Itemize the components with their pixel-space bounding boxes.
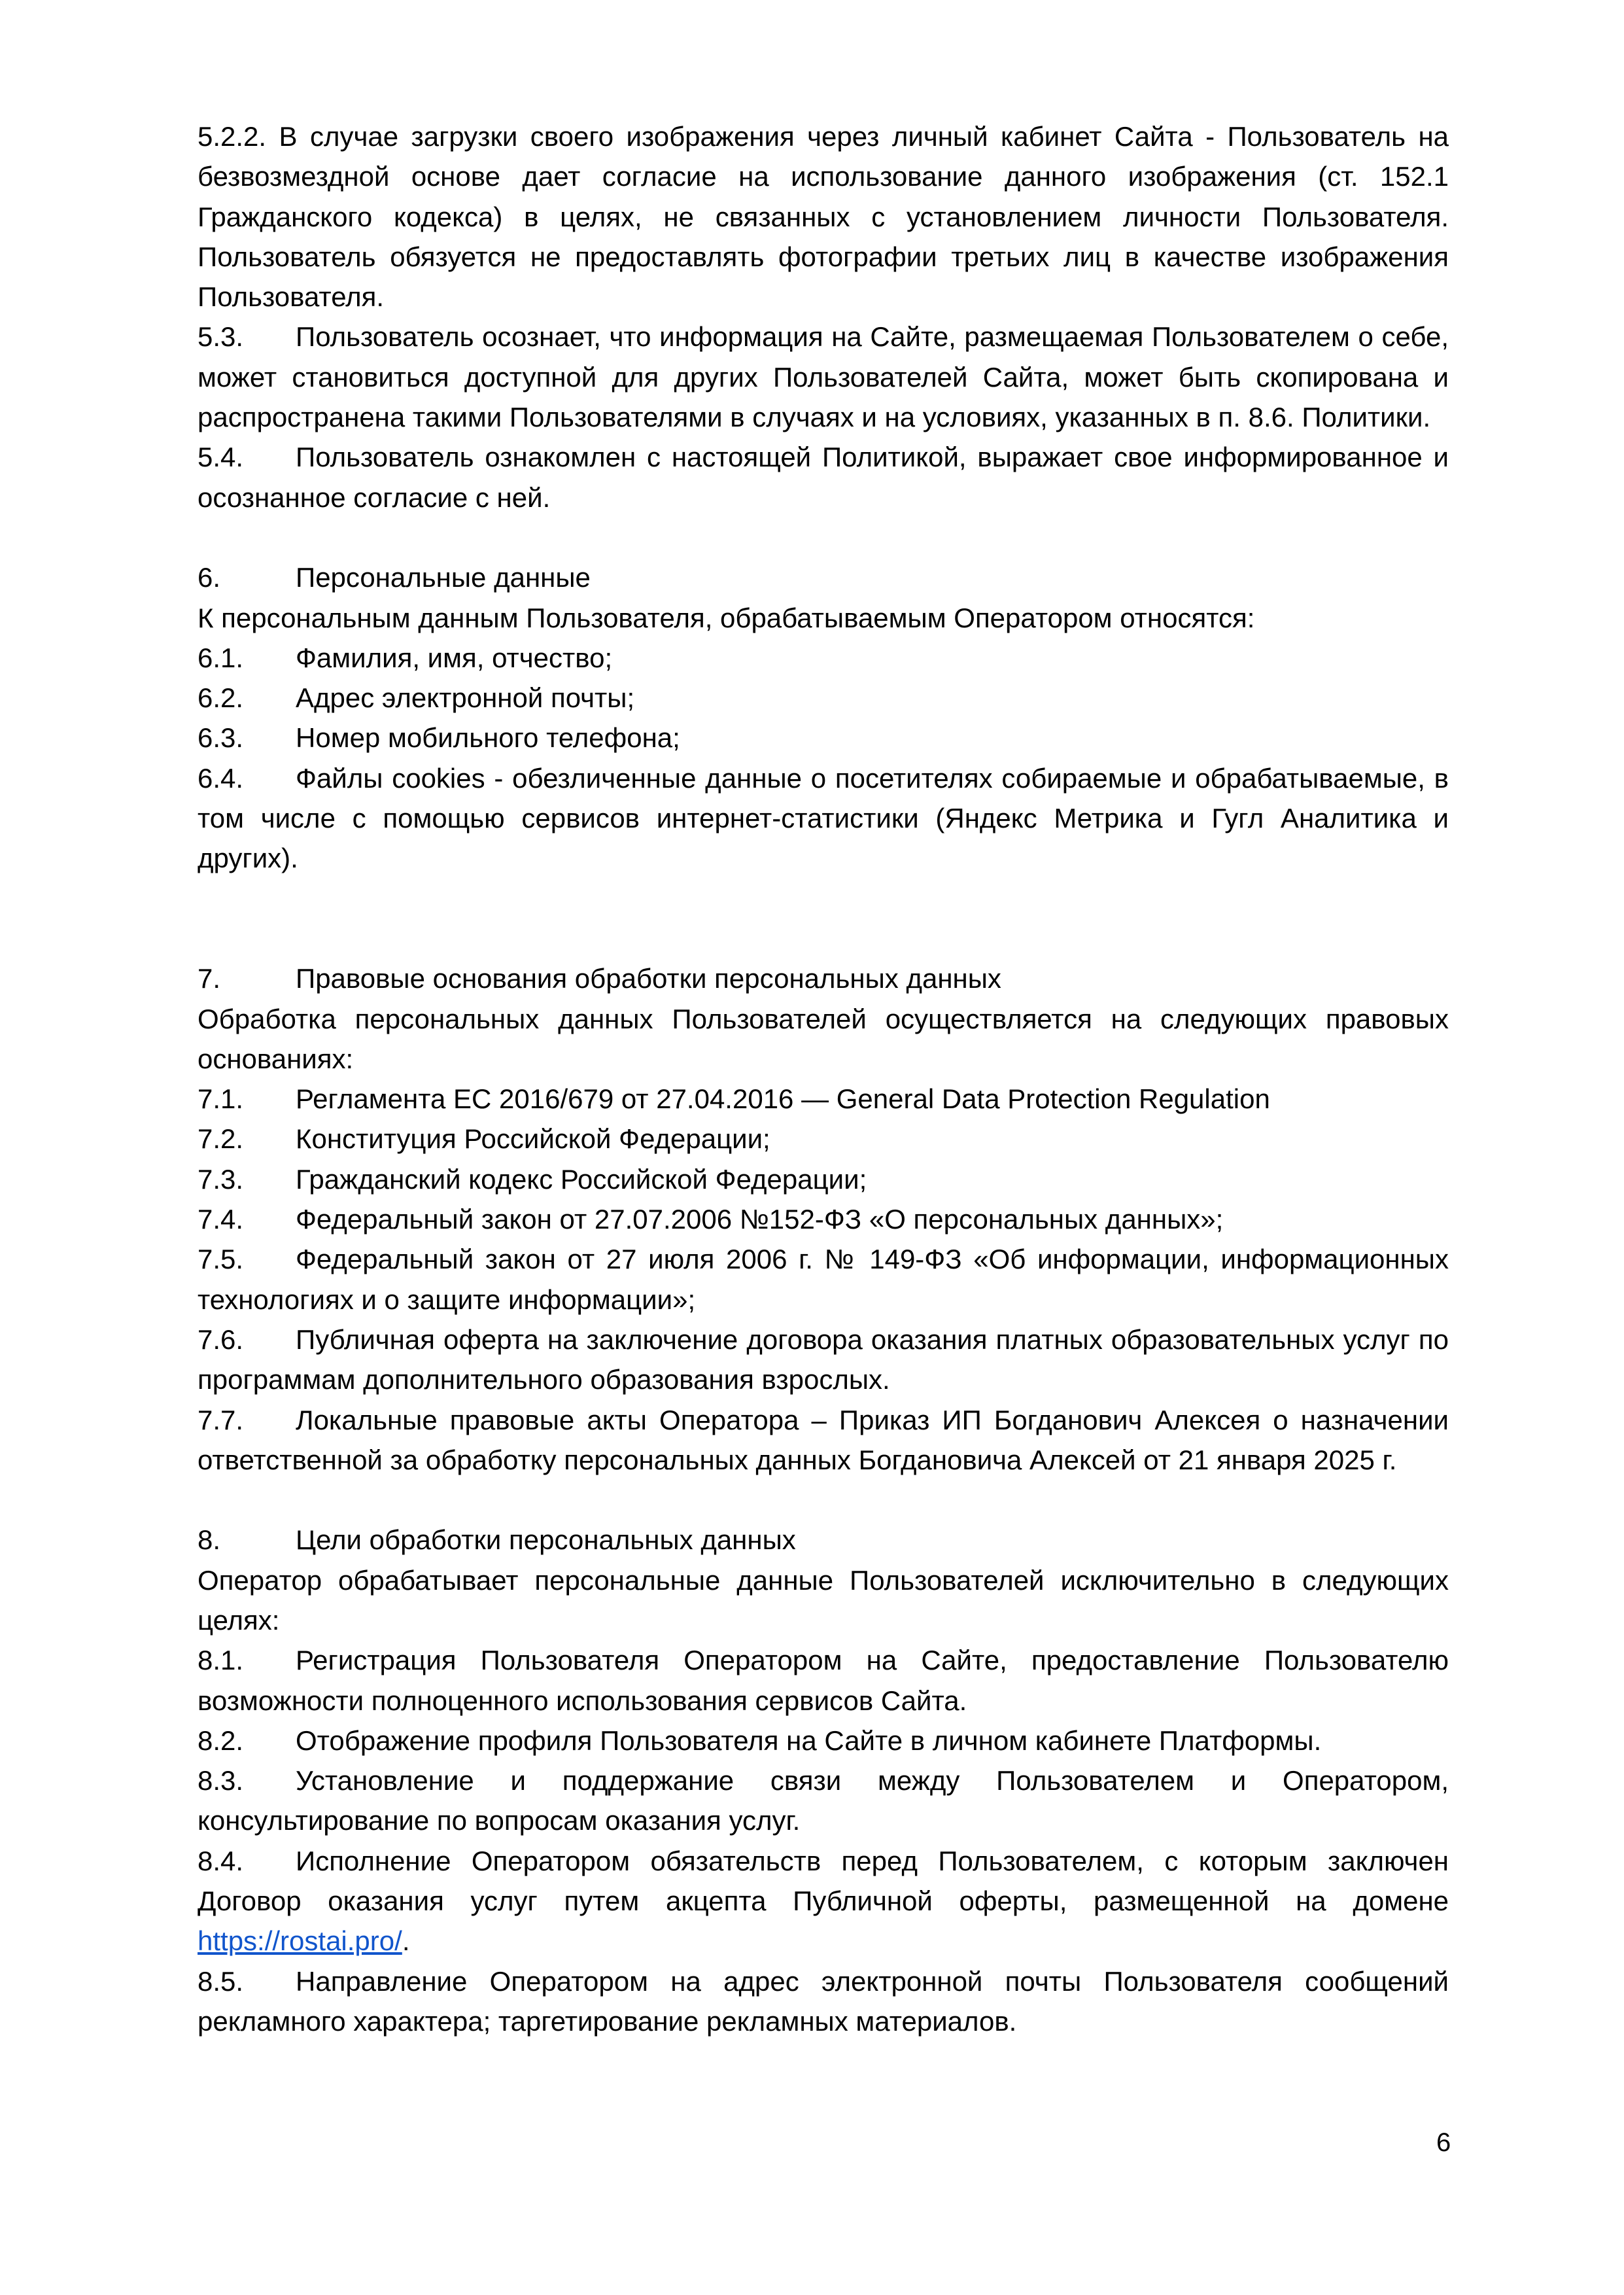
clause-number: 6.4. <box>198 762 244 794</box>
clause-8-5 <box>198 1961 1449 2042</box>
clause-text: Номер мобильного телефона; <box>296 722 680 754</box>
clause-text: Файлы cookies - обезличенные данные о посетителях собираемые и обрабатываемые, в том числе с помощью сервисов интернет-статистики (Яндекс Метрика и Гугл Аналитика и других). <box>198 762 1449 874</box>
clause-number: 7.5. <box>198 1244 244 1275</box>
clause-8-3 <box>198 1761 1449 1841</box>
spacer <box>198 879 1449 959</box>
clause-number: 7.7. <box>198 1404 244 1435</box>
clause-text: Регистрация Пользователя Оператором на Сайте, предоставление Пользователю возможности полноценного использования сервисов Сайта. <box>198 1645 1449 1716</box>
clause-text: Федеральный закон от 27.07.2006 №152-ФЗ «О персональных данных»; <box>296 1204 1224 1235</box>
document-page <box>198 116 1449 2041</box>
clause-text: Локальные правовые акты Оператора – Приказ ИП Богданович Алексея о назначении ответственной за обработку персональных данных Богдановича Алексей от 21 января 2025 г. <box>198 1404 1449 1475</box>
clause-number: 8.5. <box>198 1965 244 1997</box>
clause-text: Пользователь осознает, что информация на Сайте, размещаемая Пользователем о себе, может становиться доступной для других Пользователей Сайта, может быть скопирована и распространена такими Пользователями в случаях и на условиях, указанных в п. 8.6. Политики. <box>198 321 1449 433</box>
section-number: 6. <box>198 562 221 593</box>
clause-text: Регламента ЕС 2016/679 от 27.04.2016 — General Data Protection Regulation <box>296 1083 1270 1115</box>
clause-text: Публичная оферта на заключение договора оказания платных образовательных услуг по программам дополнительного образования взрослых. <box>198 1323 1449 1395</box>
clause-number: 6.2. <box>198 682 244 714</box>
clause-number: 7.4. <box>198 1204 244 1235</box>
clause-7-5 <box>198 1239 1449 1320</box>
clause-5-4 <box>198 437 1449 517</box>
clause-text: Гражданский кодекс Российской Федерации; <box>296 1163 867 1195</box>
section-7-heading <box>198 958 1449 998</box>
section-8-heading <box>198 1520 1449 1560</box>
clause-number: 7.1. <box>198 1083 244 1115</box>
clause-8-1 <box>198 1640 1449 1721</box>
clause-number: 7.6. <box>198 1323 244 1355</box>
clause-number: 8.3. <box>198 1765 244 1796</box>
section-8-intro: Оператор обрабатывает персональные данные Пользователей исключительно в следующих целях: <box>198 1564 1449 1636</box>
clause-text: Пользователь ознакомлен с настоящей Политикой, выражает свое информированное и осознанное согласие с ней. <box>198 442 1449 513</box>
section-title: Персональные данные <box>296 562 591 593</box>
clause-number: 8.4. <box>198 1845 244 1876</box>
clause-number: 8.1. <box>198 1645 244 1676</box>
clause-6-1 <box>198 638 1449 678</box>
clause-text: Федеральный закон от 27 июля 2006 г. № 149-ФЗ «Об информации, информационных технологиях и о защите информации»; <box>198 1244 1449 1315</box>
clause-7-4 <box>198 1199 1449 1239</box>
clause-text: Фамилия, имя, отчество; <box>296 642 613 673</box>
clause-text: Конституция Российской Федерации; <box>296 1123 770 1155</box>
section-6-intro: К персональным данным Пользователя, обрабатываемым Оператором относятся: <box>198 602 1255 633</box>
clause-number: 5.3. <box>198 321 244 353</box>
clause-6-4 <box>198 758 1449 879</box>
page-number: 6 <box>1436 2128 1451 2157</box>
section-number: 8. <box>198 1524 221 1556</box>
clause-number: 6.1. <box>198 642 244 673</box>
clause-7-3 <box>198 1159 1449 1199</box>
section-number: 7. <box>198 963 221 994</box>
spacer <box>198 517 1449 557</box>
clause-number: 6.3. <box>198 722 244 754</box>
clause-number: 8.2. <box>198 1725 244 1756</box>
clause-text: Отображение профиля Пользователя на Сайте в личном кабинете Платформы. <box>296 1725 1322 1756</box>
section-title: Цели обработки персональных данных <box>296 1524 796 1556</box>
clause-text: Адрес электронной почты; <box>296 682 635 714</box>
clause-text: В случае загрузки своего изображения через личный кабинет Сайта - Пользователь на безвозмездной основе дает согласие на использование данного изображения (ст. 152.1 Гражданского кодекса) в целях, не связанных с установлением личности Пользователя. Пользователь обязуется не предоставлять фотографии третьих лиц в качестве изображения Пользователя. <box>198 121 1449 313</box>
section-title: Правовые основания обработки персональных данных <box>296 963 1001 994</box>
clause-5-3 <box>198 317 1449 437</box>
clause-7-6 <box>198 1320 1449 1400</box>
clause-number: 7.2. <box>198 1123 244 1155</box>
section-7-intro: Обработка персональных данных Пользователей осуществляется на следующих правовых основаниях: <box>198 1003 1449 1074</box>
clause-8-4 <box>198 1841 1449 1961</box>
clause-number: 7.3. <box>198 1163 244 1195</box>
clause-7-7 <box>198 1400 1449 1480</box>
spacer <box>198 1480 1449 1520</box>
clause-8-2 <box>198 1721 1449 1761</box>
clause-number: 5.4. <box>198 442 244 473</box>
clause-text: Исполнение Оператором обязательств перед Пользователем, с которым заключен Договор оказания услуг путем акцепта Публичной оферты, размещенной на домене <box>198 1845 1449 1917</box>
clause-7-1 <box>198 1079 1449 1119</box>
clause-text-end: . <box>402 1925 410 1957</box>
clause-7-2 <box>198 1119 1449 1159</box>
rostai-link[interactable]: https://rostai.pro/ <box>198 1925 402 1957</box>
clause-5-2-2 <box>198 116 1449 317</box>
clause-text: Направление Оператором на адрес электронной почты Пользователя сообщений рекламного характера; таргетирование рекламных материалов. <box>198 1965 1449 2037</box>
clause-6-2 <box>198 678 1449 718</box>
section-6-heading <box>198 557 1449 597</box>
clause-6-3 <box>198 718 1449 758</box>
clause-text: Установление и поддержание связи между Пользователем и Оператором, консультирование по вопросам оказания услуг. <box>198 1765 1449 1836</box>
clause-number: 5.2.2. <box>198 121 267 152</box>
